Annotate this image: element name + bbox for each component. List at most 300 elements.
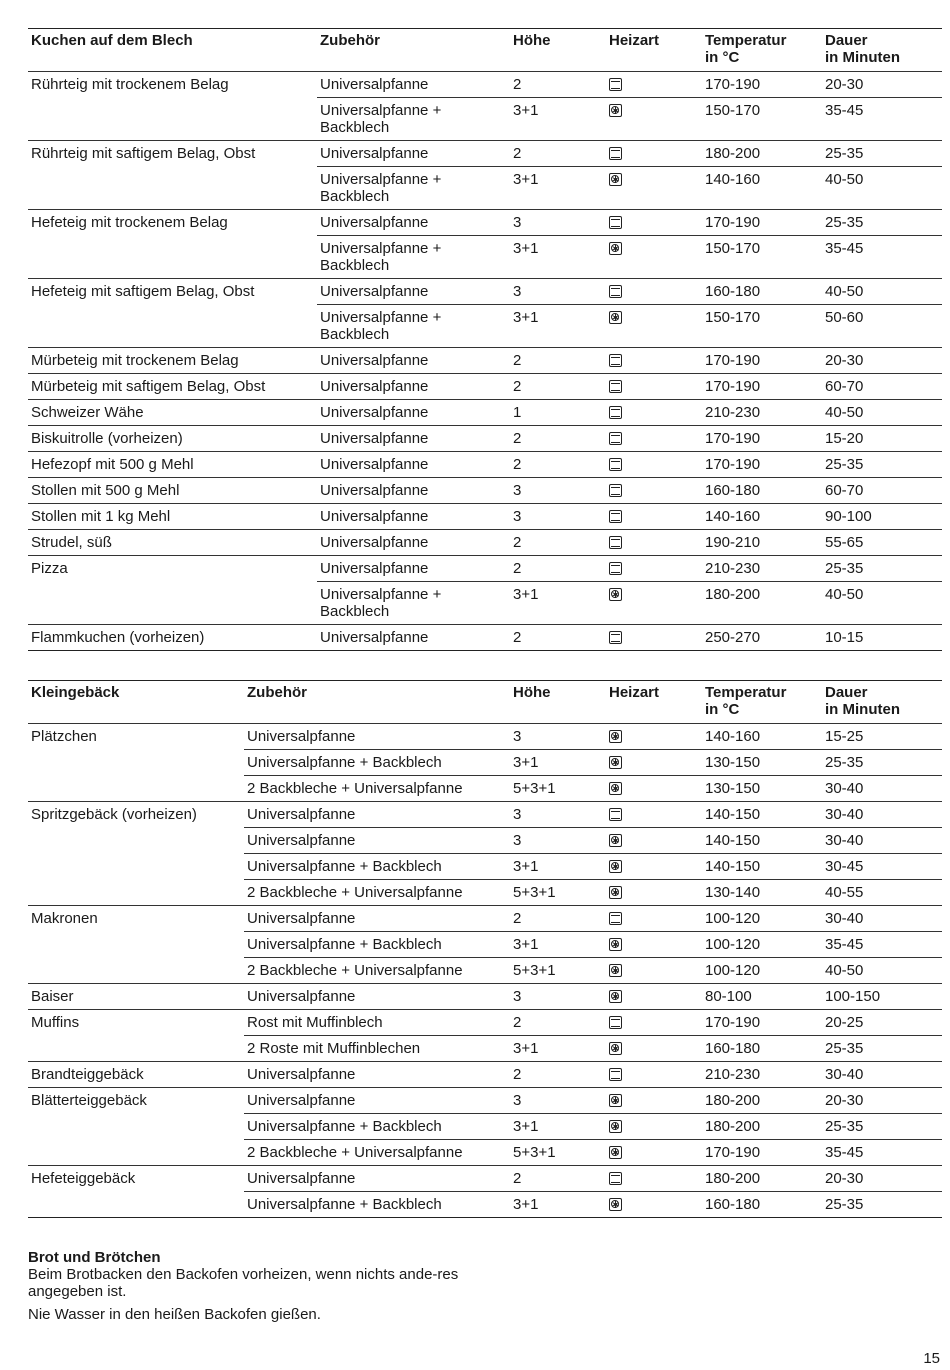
heat-cell (606, 1114, 702, 1140)
accessory-cell: Universalpfanne + Backblech (244, 854, 510, 880)
temperature-cell: 160-180 (702, 1192, 822, 1218)
level-cell: 3+1 (510, 305, 606, 348)
dish-cell: Hefezopf mit 500 g Mehl (28, 452, 317, 478)
dish-cell: Pizza (31, 560, 68, 577)
table-row (28, 400, 942, 426)
table-row (28, 1088, 942, 1114)
table-row (28, 880, 942, 906)
heat-cell (606, 582, 702, 625)
level-cell: 2 (510, 906, 606, 932)
duration-cell: 30-40 (822, 828, 942, 854)
heat-cell (606, 1062, 702, 1088)
duration-cell: 20-30 (822, 348, 942, 374)
dish-cell (28, 1114, 244, 1140)
accessory-cell: Universalpfanne (317, 556, 510, 582)
duration-cell: 35-45 (822, 932, 942, 958)
duration-cell: 30-40 (822, 1062, 942, 1088)
level-cell: 3 (510, 984, 606, 1010)
heat-cell (606, 374, 702, 400)
temperature-cell: 100-120 (702, 906, 822, 932)
bread-note-water: Nie Wasser in den heißen Backofen gießen. (28, 1306, 321, 1323)
temperature-cell: 130-150 (702, 776, 822, 802)
accessory-cell: Universalpfanne (317, 210, 510, 236)
fan-icon (609, 938, 622, 951)
fan-icon (609, 173, 622, 186)
duration-cell: 15-20 (822, 426, 942, 452)
top-bottom-heat-icon (609, 1172, 622, 1185)
heat-cell (606, 958, 702, 984)
duration-cell: 35-45 (822, 1140, 942, 1166)
accessory-cell: Universalpfanne (244, 1166, 510, 1192)
temperature-cell: 150-170 (702, 98, 822, 141)
level-cell: 3+1 (510, 582, 606, 625)
dish-cell (28, 854, 244, 880)
dish-cell: Schweizer Wähe (28, 400, 317, 426)
duration-cell: 40-50 (822, 167, 942, 210)
duration-cell: 35-45 (822, 98, 942, 141)
top-bottom-heat-icon (609, 631, 622, 644)
dish-cell (28, 1192, 244, 1218)
level-cell: 3+1 (510, 167, 606, 210)
temperature-cell: 170-190 (702, 210, 822, 236)
temperature-cell: 100-120 (702, 932, 822, 958)
dish-cell (28, 305, 317, 348)
temperature-cell: 180-200 (702, 582, 822, 625)
heat-cell (606, 426, 702, 452)
level-cell: 2 (510, 1062, 606, 1088)
duration-cell: 25-35 (822, 556, 942, 582)
temperature-cell: 130-140 (702, 880, 822, 906)
bread-note-preheat: Beim Brotbacken den Backofen vorheizen, wenn nichts ande-res angegeben ist. (28, 1266, 459, 1300)
fan-icon (609, 242, 622, 255)
fan-icon (609, 834, 622, 847)
top-bottom-heat-icon (609, 285, 622, 298)
col-header-dish: Kuchen auf dem Blech (28, 29, 317, 72)
duration-cell: 20-30 (822, 1166, 942, 1192)
level-cell: 3+1 (510, 750, 606, 776)
table-row (28, 452, 942, 478)
dish-cell: Baiser (28, 984, 244, 1010)
fan-icon (609, 990, 622, 1003)
top-bottom-heat-icon (609, 147, 622, 160)
fan-icon (609, 311, 622, 324)
duration-cell: 30-40 (822, 802, 942, 828)
dish-cell (28, 776, 244, 802)
accessory-cell: Universalpfanne (317, 452, 510, 478)
temperature-cell: 170-190 (702, 426, 822, 452)
table-row (28, 1062, 942, 1088)
accessory-cell: Universalpfanne + Backblech (244, 750, 510, 776)
accessory-cell: Universalpfanne (244, 1062, 510, 1088)
temperature-cell: 250-270 (702, 625, 822, 651)
level-cell: 1 (510, 400, 606, 426)
accessory-cell: Universalpfanne + Backblech (244, 1192, 510, 1218)
temperature-cell: 150-170 (702, 236, 822, 279)
duration-cell: 60-70 (822, 478, 942, 504)
accessory-cell: Universalpfanne + Backblech (317, 236, 510, 279)
dish-cell: Strudel, süß (28, 530, 317, 556)
col-header-duration: Dauer in Minuten (822, 29, 942, 72)
accessory-cell: Universalpfanne (317, 530, 510, 556)
table-row (28, 1140, 942, 1166)
duration-cell: 15-25 (822, 724, 942, 750)
heat-cell (606, 98, 702, 141)
fan-icon (609, 756, 622, 769)
level-cell: 2 (510, 348, 606, 374)
col-header-heat: Heizart (606, 681, 702, 724)
temperature-cell: 170-190 (702, 452, 822, 478)
accessory-cell: Universalpfanne + Backblech (317, 167, 510, 210)
heat-cell (606, 854, 702, 880)
dish-cell: Plätzchen (31, 728, 97, 745)
duration-cell: 30-40 (822, 906, 942, 932)
temperature-cell: 140-150 (702, 802, 822, 828)
temperature-cell: 180-200 (702, 1166, 822, 1192)
level-cell: 2 (510, 374, 606, 400)
level-cell: 3 (510, 828, 606, 854)
temperature-cell: 160-180 (702, 1036, 822, 1062)
heat-cell (606, 1192, 702, 1218)
temperature-cell: 160-180 (702, 478, 822, 504)
dish-cell (28, 932, 244, 958)
table-row (28, 984, 942, 1010)
level-cell: 2 (510, 72, 606, 98)
heat-cell (606, 167, 702, 210)
duration-cell: 90-100 (822, 504, 942, 530)
heat-cell (606, 906, 702, 932)
accessory-cell: Universalpfanne (317, 625, 510, 651)
duration-cell: 40-50 (822, 400, 942, 426)
temperature-cell: 170-190 (702, 1010, 822, 1036)
fan-icon (609, 860, 622, 873)
top-bottom-heat-icon (609, 354, 622, 367)
top-bottom-heat-icon (609, 432, 622, 445)
temperature-cell: 140-150 (702, 828, 822, 854)
top-bottom-heat-icon (609, 216, 622, 229)
accessory-cell: Universalpfanne (244, 802, 510, 828)
top-bottom-heat-icon (609, 484, 622, 497)
page-number: 15 (923, 1350, 940, 1367)
heat-cell (606, 141, 702, 167)
heat-cell (606, 530, 702, 556)
temperature-cell: 150-170 (702, 305, 822, 348)
dish-cell (28, 880, 244, 906)
top-bottom-heat-icon (609, 458, 622, 471)
table-row (28, 210, 942, 236)
table-row (28, 906, 942, 932)
col-header-accessory: Zubehör (317, 29, 510, 72)
accessory-cell: Universalpfanne (317, 279, 510, 305)
dish-cell (28, 98, 317, 141)
temperature-cell: 80-100 (702, 984, 822, 1010)
fan-icon (609, 104, 622, 117)
level-cell: 3 (510, 504, 606, 530)
table-header-row (28, 681, 942, 724)
fan-icon (609, 588, 622, 601)
table-row (28, 776, 942, 802)
table-row (28, 374, 942, 400)
duration-cell: 25-35 (822, 1192, 942, 1218)
level-cell: 2 (510, 426, 606, 452)
heat-cell (606, 828, 702, 854)
level-cell: 3 (510, 210, 606, 236)
heat-cell (606, 625, 702, 651)
table-row (28, 305, 942, 348)
heat-cell (606, 1036, 702, 1062)
dish-cell: Blätterteiggebäck (31, 1092, 147, 1109)
dish-cell: Biskuitrolle (vorheizen) (28, 426, 317, 452)
col-header-dish: Kleingebäck (28, 681, 244, 724)
level-cell: 5+3+1 (510, 1140, 606, 1166)
heat-cell (606, 305, 702, 348)
temperature-cell: 100-120 (702, 958, 822, 984)
duration-cell: 10-15 (822, 625, 942, 651)
dish-cell: Hefeteiggebäck (31, 1170, 136, 1187)
dish-cell: Rührteig mit saftigem Belag, Obst (31, 145, 256, 162)
duration-cell: 20-25 (822, 1010, 942, 1036)
accessory-cell: Universalpfanne (317, 426, 510, 452)
table-row (28, 556, 942, 582)
temperature-cell: 190-210 (702, 530, 822, 556)
accessory-cell: Universalpfanne (244, 724, 510, 750)
dish-cell: Stollen mit 1 kg Mehl (28, 504, 317, 530)
heat-cell (606, 1088, 702, 1114)
level-cell: 2 (510, 625, 606, 651)
accessory-cell: Universalpfanne (244, 828, 510, 854)
level-cell: 3 (510, 279, 606, 305)
accessory-cell: 2 Backbleche + Universalpfanne (244, 1140, 510, 1166)
temperature-cell: 170-190 (702, 348, 822, 374)
fan-icon (609, 782, 622, 795)
temperature-cell: 170-190 (702, 374, 822, 400)
table-row (28, 236, 942, 279)
top-bottom-heat-icon (609, 562, 622, 575)
top-bottom-heat-icon (609, 536, 622, 549)
table-row (28, 1036, 942, 1062)
dish-cell: Stollen mit 500 g Mehl (28, 478, 317, 504)
table-header-row (28, 29, 942, 72)
heat-cell (606, 72, 702, 98)
duration-cell: 25-35 (822, 1114, 942, 1140)
top-bottom-heat-icon (609, 1016, 622, 1029)
level-cell: 3 (510, 478, 606, 504)
accessory-cell: Universalpfanne (317, 72, 510, 98)
col-header-accessory: Zubehör (244, 681, 510, 724)
heat-cell (606, 1010, 702, 1036)
accessory-cell: Universalpfanne (317, 478, 510, 504)
temperature-cell: 140-160 (702, 724, 822, 750)
temperature-cell: 210-230 (702, 400, 822, 426)
temperature-cell: 210-230 (702, 556, 822, 582)
level-cell: 2 (510, 452, 606, 478)
dish-cell: Rührteig mit trockenem Belag (31, 76, 229, 93)
col-header-level: Höhe (510, 681, 606, 724)
table-row (28, 582, 942, 625)
accessory-cell: Rost mit Muffinblech (244, 1010, 510, 1036)
level-cell: 2 (510, 1166, 606, 1192)
level-cell: 3+1 (510, 236, 606, 279)
duration-cell: 20-30 (822, 72, 942, 98)
col-header-temperature: Temperatur in °C (702, 681, 822, 724)
top-bottom-heat-icon (609, 380, 622, 393)
fan-icon (609, 886, 622, 899)
fan-icon (609, 1042, 622, 1055)
dish-cell: Spritzgebäck (vorheizen) (31, 806, 197, 823)
duration-cell: 25-35 (822, 1036, 942, 1062)
col-header-temperature: Temperatur in °C (702, 29, 822, 72)
accessory-cell: Universalpfanne (244, 984, 510, 1010)
duration-cell: 40-50 (822, 582, 942, 625)
table-row (28, 98, 942, 141)
duration-cell: 25-35 (822, 750, 942, 776)
accessory-cell: Universalpfanne (317, 400, 510, 426)
dish-cell: Mürbeteig mit saftigem Belag, Obst (28, 374, 317, 400)
duration-cell: 60-70 (822, 374, 942, 400)
table-row (28, 167, 942, 210)
accessory-cell: Universalpfanne + Backblech (244, 1114, 510, 1140)
heat-cell (606, 279, 702, 305)
table-row (28, 348, 942, 374)
accessory-cell: Universalpfanne (317, 374, 510, 400)
level-cell: 2 (510, 530, 606, 556)
temperature-cell: 210-230 (702, 1062, 822, 1088)
table-row (28, 478, 942, 504)
dish-cell (28, 582, 317, 625)
heat-cell (606, 1166, 702, 1192)
heat-cell (606, 932, 702, 958)
accessory-cell: Universalpfanne + Backblech (317, 305, 510, 348)
table-row (28, 854, 942, 880)
level-cell: 5+3+1 (510, 880, 606, 906)
dish-cell (28, 1140, 244, 1166)
table-row (28, 1192, 942, 1218)
table-row (28, 530, 942, 556)
dish-cell (28, 750, 244, 776)
dish-cell: Hefeteig mit saftigem Belag, Obst (31, 283, 255, 300)
accessory-cell: 2 Roste mit Muffinblechen (244, 1036, 510, 1062)
dish-cell (28, 958, 244, 984)
heat-cell (606, 210, 702, 236)
dish-cell (28, 236, 317, 279)
top-bottom-heat-icon (609, 912, 622, 925)
top-bottom-heat-icon (609, 510, 622, 523)
heat-cell (606, 478, 702, 504)
heat-cell (606, 452, 702, 478)
accessory-cell: 2 Backbleche + Universalpfanne (244, 958, 510, 984)
table-row (28, 958, 942, 984)
level-cell: 3+1 (510, 1114, 606, 1140)
accessory-cell: Universalpfanne + Backblech (317, 98, 510, 141)
table-row (28, 279, 942, 305)
temperature-cell: 160-180 (702, 279, 822, 305)
table-row (28, 72, 942, 98)
dish-cell (28, 1036, 244, 1062)
heat-cell (606, 400, 702, 426)
level-cell: 3+1 (510, 1036, 606, 1062)
duration-cell: 40-55 (822, 880, 942, 906)
table-row (28, 504, 942, 530)
dish-cell: Mürbeteig mit trockenem Belag (28, 348, 317, 374)
fan-icon (609, 1146, 622, 1159)
col-header-level: Höhe (510, 29, 606, 72)
dish-cell: Brandteiggebäck (28, 1062, 244, 1088)
level-cell: 3 (510, 1088, 606, 1114)
level-cell: 5+3+1 (510, 776, 606, 802)
heat-cell (606, 1140, 702, 1166)
accessory-cell: Universalpfanne (317, 348, 510, 374)
level-cell: 3 (510, 724, 606, 750)
bread-heading: Brot und Brötchen (28, 1249, 161, 1266)
table-row (28, 1010, 942, 1036)
level-cell: 2 (510, 1010, 606, 1036)
temperature-cell: 140-150 (702, 854, 822, 880)
level-cell: 3 (510, 802, 606, 828)
temperature-cell: 180-200 (702, 141, 822, 167)
duration-cell: 55-65 (822, 530, 942, 556)
heat-cell (606, 724, 702, 750)
temperature-cell: 170-190 (702, 72, 822, 98)
table-row (28, 1166, 942, 1192)
table-row (28, 750, 942, 776)
top-bottom-heat-icon (609, 406, 622, 419)
cakes-baking-table (28, 28, 942, 651)
dish-cell: Flammkuchen (vorheizen) (28, 625, 317, 651)
fan-icon (609, 1094, 622, 1107)
temperature-cell: 180-200 (702, 1114, 822, 1140)
temperature-cell: 140-160 (702, 504, 822, 530)
fan-icon (609, 1198, 622, 1211)
dish-cell (28, 167, 317, 210)
accessory-cell: 2 Backbleche + Universalpfanne (244, 880, 510, 906)
accessory-cell: Universalpfanne + Backblech (317, 582, 510, 625)
heat-cell (606, 880, 702, 906)
accessory-cell: Universalpfanne (317, 141, 510, 167)
duration-cell: 30-45 (822, 854, 942, 880)
top-bottom-heat-icon (609, 78, 622, 91)
duration-cell: 25-35 (822, 141, 942, 167)
level-cell: 2 (510, 556, 606, 582)
duration-cell: 40-50 (822, 279, 942, 305)
dish-cell: Hefeteig mit trockenem Belag (31, 214, 228, 231)
accessory-cell: 2 Backbleche + Universalpfanne (244, 776, 510, 802)
accessory-cell: Universalpfanne (244, 906, 510, 932)
table-row (28, 932, 942, 958)
level-cell: 3+1 (510, 98, 606, 141)
level-cell: 3+1 (510, 932, 606, 958)
fan-icon (609, 1120, 622, 1133)
heat-cell (606, 348, 702, 374)
heat-cell (606, 776, 702, 802)
col-header-duration: Dauer in Minuten (822, 681, 942, 724)
accessory-cell: Universalpfanne (317, 504, 510, 530)
table-row (28, 141, 942, 167)
table-row (28, 625, 942, 651)
dish-cell: Muffins (31, 1014, 80, 1031)
table-row (28, 724, 942, 750)
level-cell: 3+1 (510, 1192, 606, 1218)
fan-icon (609, 964, 622, 977)
table-row (28, 426, 942, 452)
duration-cell: 35-45 (822, 236, 942, 279)
heat-cell (606, 802, 702, 828)
duration-cell: 20-30 (822, 1088, 942, 1114)
duration-cell: 40-50 (822, 958, 942, 984)
duration-cell: 25-35 (822, 210, 942, 236)
duration-cell: 100-150 (822, 984, 942, 1010)
small-pastry-baking-table (28, 680, 942, 1218)
temperature-cell: 170-190 (702, 1140, 822, 1166)
dish-cell: Makronen (31, 910, 98, 927)
